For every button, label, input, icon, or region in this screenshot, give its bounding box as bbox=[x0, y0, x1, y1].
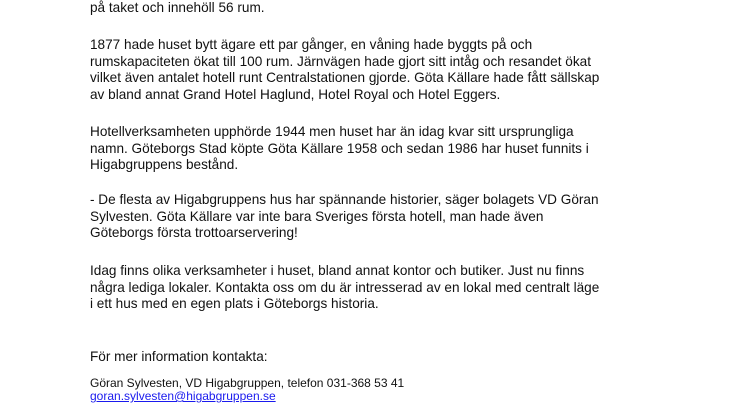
text-line: Göteborgs första trottoarservering! bbox=[90, 225, 298, 241]
text-line: Idag finns olika verksamheter i huset, bland annat kontor och butiker. Just nu finns bbox=[90, 263, 585, 278]
paragraph-2 bbox=[90, 37, 599, 103]
text-line: vilket även antalet hotell runt Centralstationen gjorde. Göta Källare hade fått sällskap bbox=[90, 70, 600, 86]
paragraph-5 bbox=[90, 263, 599, 313]
contact-heading: För mer information kontakta: bbox=[90, 349, 268, 364]
paragraph-4-quote bbox=[90, 192, 599, 242]
text-line: i ett hus med en egen plats i Göteborgs historia. bbox=[90, 296, 379, 312]
text-line: Higabgruppens bestånd. bbox=[90, 157, 239, 173]
paragraph-3 bbox=[90, 124, 589, 174]
text-line: några lediga lokaler. Kontakta oss om du är intresserad av en lokal med centralt läge bbox=[90, 279, 600, 295]
text-line: 1877 hade huset bytt ägare ett par gånger, en våning hade byggts på och bbox=[90, 37, 533, 52]
text-line: på taket och innehöll 56 rum. bbox=[90, 0, 265, 15]
text-line: Sylvesten. Göta Källare var inte bara Sveriges första hotell, man hade även bbox=[90, 208, 544, 224]
text-line: - De flesta av Higabgruppens hus har spännande historier, säger bolagets VD Göran bbox=[90, 192, 599, 207]
text-line: rumskapaciteten ökat till 100 rum. Järnvägen hade gjort sitt intåg och resandet ökat bbox=[90, 53, 591, 69]
paragraph-1 bbox=[90, 0, 265, 17]
contact-email-link[interactable]: goran.sylvesten@higabgruppen.se bbox=[90, 389, 276, 403]
text-line: namn. Göteborgs Stad köpte Göta Källare 1958 och sedan 1986 har huset funnits i bbox=[90, 140, 589, 156]
text-line: av bland annat Grand Hotel Haglund, Hotel Royal och Hotel Eggers. bbox=[90, 86, 501, 102]
text-line: Hotellverksamheten upphörde 1944 men huset har än idag kvar sitt ursprungliga bbox=[90, 124, 574, 139]
contact-line: Göran Sylvesten, VD Higabgruppen, telefon 031-368 53 41 bbox=[90, 376, 405, 390]
